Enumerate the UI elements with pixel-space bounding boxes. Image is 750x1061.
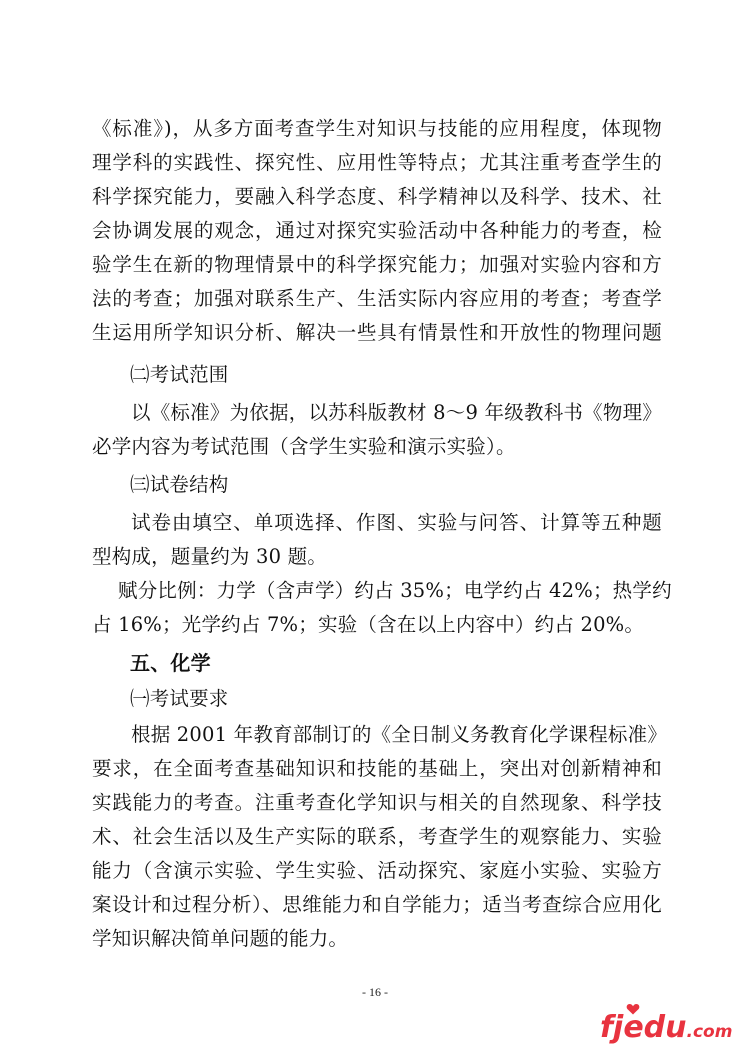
paragraph-line: 试卷由填空、单项选择、作图、实验与问答、计算等五种题 (131, 511, 662, 534)
paragraph-line: 验学生在新的物理情景中的科学探究能力；加强对实验内容和方 (92, 253, 662, 276)
watermark-brand: fjedu (600, 1010, 687, 1045)
page-number: - 16 - (362, 985, 388, 999)
paragraph-line: 理学科的实践性、探究性、应用性等特点；尤其注重考查学生的 (92, 151, 662, 174)
site-watermark-logo (600, 1006, 740, 1050)
section-heading-chemistry: 五、化学 (130, 651, 211, 675)
paragraph-line: 型构成，题量约为 30 题。 (92, 545, 328, 568)
paragraph-line: 案设计和过程分析）、思维能力和自学能力；适当考查综合应用化 (92, 893, 662, 916)
paragraph-line: 会协调发展的观念，通过对探究实验活动中各种能力的考查，检 (92, 219, 662, 242)
paragraph-line: 赋分比例：力学（含声学）约占 35%；电学约占 42%；热学约 (118, 579, 672, 602)
paragraph-line: 《标准》)，从多方面考查学生对知识与技能的应用程度，体现物 (92, 117, 662, 140)
section-heading-paper-structure: ㈢试卷结构 (130, 473, 229, 496)
paragraph-line: 根据 2001 年教育部制订的《全日制义务教育化学课程标准》 (131, 723, 668, 746)
paragraph-line: 学知识解决简单问题的能力。 (92, 927, 349, 950)
watermark-suffix: .com (686, 1022, 733, 1042)
section-heading-exam-requirements: ㈠考试要求 (130, 687, 229, 710)
paragraph-line: 占 16%；光学约占 7%；实验（含在以上内容中）约占 20%。 (92, 613, 645, 636)
paragraph-line: 实践能力的考查。注重考查化学知识与相关的自然现象、科学技 (92, 791, 662, 814)
paragraph-line: 能力（含演示实验、学生实验、活动探究、家庭小实验、实验方 (92, 859, 662, 882)
paragraph-line: 科学探究能力，要融入科学态度、科学精神以及科学、技术、社 (92, 185, 662, 208)
section-heading-exam-scope: ㈡考试范围 (130, 363, 229, 386)
paragraph-line: 生运用所学知识分析、解决一些具有情景性和开放性的物理问题 (92, 321, 662, 344)
paragraph-line: 必学内容为考试范围（含学生实验和演示实验）。 (92, 435, 516, 458)
paragraph-line: 要求，在全面考查基础知识和技能的基础上，突出对创新精神和 (92, 757, 662, 780)
paragraph-line: 以《标准》为依据，以苏科版教材 8～9 年级教科书《物理》 (131, 401, 662, 424)
paragraph-line: 术、社会生活以及生产实际的联系，考查学生的观察能力、实验 (92, 825, 662, 848)
paragraph-line: 法的考查；加强对联系生产、生活实际内容应用的考查；考查学 (92, 287, 662, 310)
